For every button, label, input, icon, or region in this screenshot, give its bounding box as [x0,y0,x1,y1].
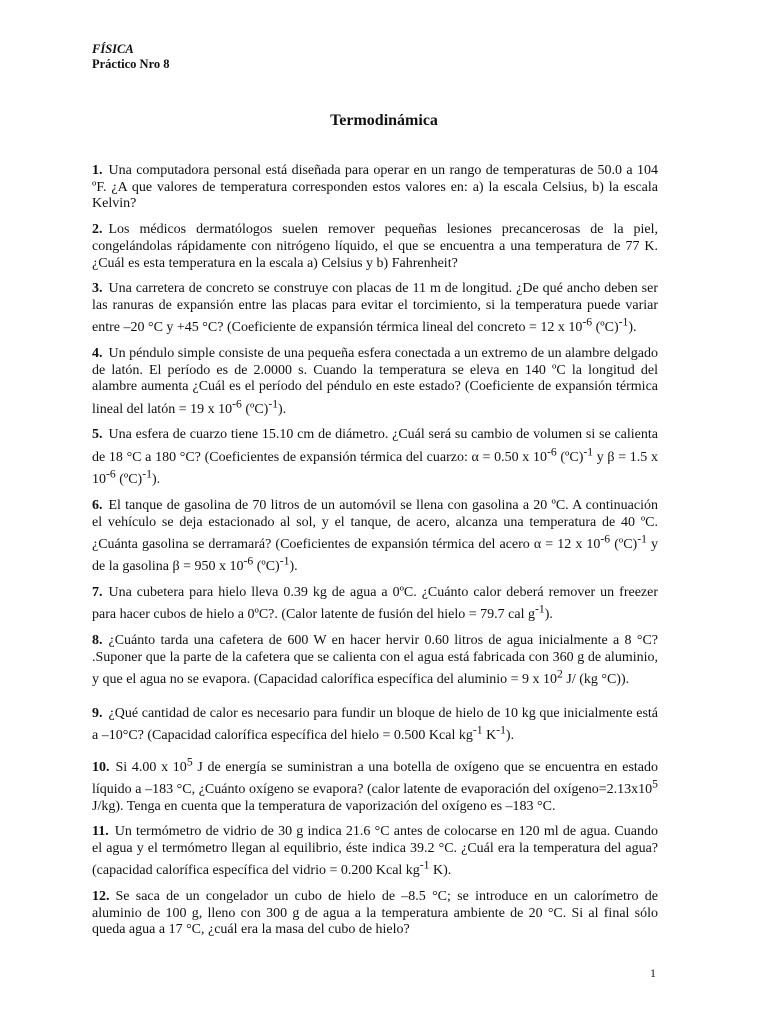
problem-item [92,706,658,745]
problem-number: 8. [92,633,103,649]
problem-item [92,163,658,213]
problem-text: Si 4.00 x $10^5$ J de energía se suministran a una botella de oxígeno que se encuentra en estado líquido a –183 °C, ¿Cuánto oxígeno se evapora? (calor latente de evaporación del $oxígeno=2.13x10^5$ J/kg). Tenga en cuenta que la temperatura de vaporización del oxígeno es –183 °C. [92,754,658,814]
problem-text: Un termómetro de vidrio de 30 g indica 21.6 °C antes de colocarse en 120 ml de agua. Cuando el agua y el termómetro llegan al equilibrio, éste indica 39.2 °C. ¿Cuál era la temperatura del agua? (capacidad calorífica específica del vidrio = 0.200 Kcal $kg^{-1}$ K). [92,824,658,879]
problem-number: 10. [92,759,110,775]
problem-item [92,824,658,880]
problem-text: Los médicos dermatólogos suelen remover pequeñas lesiones precancerosas de la piel, congelándolas rápidamente con nitrógeno líquido, el que se encuentra a una temperatura de 77 K. ¿Cuál es esta temperatura en la escala a) Celsius y b) Fahrenheit? [92,222,658,271]
problem-number: 4. [92,345,103,361]
problem-number: 6. [92,497,103,513]
problem-text: ¿Cuánto tarda una cafetera de 600 W en hacer hervir 0.60 litros de agua inicialmente a 8 °C? .Suponer que la parte de la cafetera que se calienta con el agua está fabricada con 360 g de aluminio, y que el agua no se evapora. (Capacidad calorífica específica del aluminio = 9 x $10^2$ J/ (kg °C)). [92,633,658,688]
problem-item [92,427,658,488]
problem-number: 7. [92,585,103,600]
problem-item [92,889,658,939]
problem-text: Una esfera de cuarzo tiene 15.10 cm de diámetro. ¿Cuál será su cambio de volumen si se calienta de 18 °C a 180 °C? (Coeficientes de expansión térmica del cuarzo: α = 0.50 x $10^{-6}$ (ºC)$^{-1}$ y β = 1.5 x $10^{-6}$ (ºC)$^{-1}$). [92,427,658,488]
problem-text: Se saca de un congelador un cubo de hielo de –8.5 °C; se introduce en un calorímetro de aluminio de 100 g, lleno con 300 g de agua a la temperatura ambiente de 20 °C. Si al final sólo queda agua a 17 °C, ¿cuál era la masa del cubo de hielo? [92,889,658,938]
problem-item [92,346,658,418]
problem-text: Un péndulo simple consiste de una pequeña esfera conectada a un extremo de un alambre delgado de latón. El período es de 2.0000 s. Cuando la temperatura se eleva en 140 ºC la longitud del alambre aumenta ¿Cuál es el período del péndulo en este estado? (Coeficiente de expansión térmica lineal del latón = 19 x $10^{-6}$ (ºC)$^{-1}$). [92,345,658,417]
problem-text: ¿Qué cantidad de calor es necesario para fundir un bloque de hielo de 10 kg que inicialmente está a –10°C? (Capacidad calorífica específica del hielo = 0.500 Kcal $kg^{-1}$ $K^{-1}$). [92,705,658,744]
problem-list [92,163,658,948]
problem-item [92,498,658,576]
problem-number: 1. [92,163,103,178]
problem-item [92,633,658,689]
subject-header: FÍSICA [92,42,134,56]
problem-item [92,585,658,624]
problem-number: 11. [92,824,109,840]
problem-text: El tanque de gasolina de 70 litros de un automóvil se llena con gasolina a 20 ºC. A continuación el vehículo se deja estacionado al sol, y el tanque, de acero, alcanza una temperatura de 40 ºC. ¿Cuánta gasolina se derramará? (Coeficientes de expansión térmica del acero α = 12 x $10^{-6}$ (ºC)$^{-1}$ y de la gasolina β = 950 x $10^{-6}$ (ºC)$^{-1}$). [92,497,658,575]
practice-header: Práctico Nro 8 [92,57,170,71]
problem-text: Una carretera de concreto se construye con placas de 11 m de longitud. ¿De qué ancho deben ser las ranuras de expansión entre las placas para evitar el torcimiento, si la temperatura puede variar entre –20 °C y +45 °C? (Coeficiente de expansión térmica lineal del concreto = 12 x $10^{-6}$ (ºC)$^{-1}$). [92,281,658,336]
problem-text: Una computadora personal está diseñada para operar en un rango de temperaturas de 50.0 a 104 ºF. ¿A que valores de temperatura corresponden estos valores en: a) la escala Celsius, b) la escala Kelvin? [92,163,658,212]
problem-item [92,754,658,815]
page-number: 1 [650,966,656,980]
problem-number: 12. [92,889,110,905]
problem-item [92,281,658,337]
problem-number: 5. [92,427,103,443]
problem-number: 2. [92,222,103,238]
problem-number: 3. [92,281,103,297]
page-title: Termodinámica [330,112,438,129]
problem-item [92,222,658,272]
problem-text: Una cubetera para hielo lleva 0.39 kg de agua a 0ºC. ¿Cuánto calor deberá remover un freezer para hacer cubos de hielo a 0ºC?. (Calor latente de fusión del hielo = 79.7 cal $g^{-1}$). [92,585,658,623]
problem-number: 9. [92,705,103,721]
